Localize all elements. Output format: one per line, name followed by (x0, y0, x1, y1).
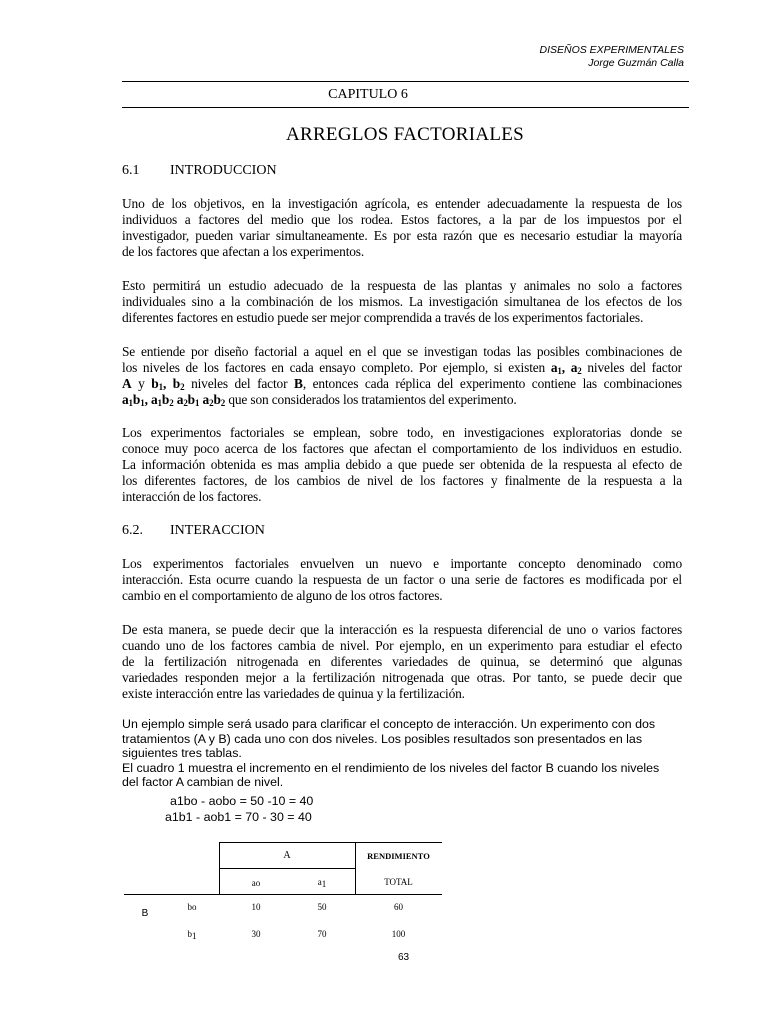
paragraph-line: interacción de los factores. (122, 489, 262, 504)
page-number: 63 (398, 952, 410, 963)
table-row-label: $b_1$ (187, 929, 197, 941)
table-header-rendimiento: RENDIMIENTO (367, 851, 430, 861)
paragraph-line: los diferentes factores, de los cambios de nivel de los factores y finalmente de la respuesta a la (122, 473, 682, 488)
section-number: 6.1 (122, 163, 140, 178)
paragraph-line: Los experimentos factoriales se emplean, sobre todo, en investigaciones exploratorias donde se (122, 425, 682, 440)
paragraph-line: de la fertilización nitrogenada en diferentes variedades de quinua, se determinó que algunas (122, 654, 682, 669)
paragraph-line: Los experimentos factoriales envuelven un nuevo e importante concepto denominado como (122, 556, 682, 571)
table-header-a: A (283, 850, 291, 861)
paragraph-line: existe interacción entre las variedades de quinua y la fertilización. (122, 686, 465, 701)
section-title: INTERACCION (170, 523, 265, 538)
paragraph-line: de los factores que afectan a los experimentos. (122, 244, 365, 259)
table-subheader-a1: $a_1$ (317, 877, 327, 889)
paragraph-line: individuales sino a la combinación de los mismos. La investigación simultanea de los efectos de los (122, 294, 682, 309)
equation-1: a1bo - aobo = 50 -10 = 40 (170, 794, 314, 808)
paragraph-line: individuos a factores del medio que los rodea. Estos factores, a la par de los impuestos por el (122, 212, 682, 227)
table-cell: 60 (394, 902, 403, 912)
page-title: ARREGLOS FACTORIALES (285, 124, 525, 145)
table-cell: 70 (317, 929, 327, 939)
paragraph-line: tratamientos (A y B) cada uno con dos niveles. Los posibles resultados son presentados en las (122, 731, 643, 746)
paragraph-line: De esta manera, se puede decir que la interacción es la respuesta diferencial de uno o varios factores (122, 622, 682, 637)
paragraph-line: variedades responden mejor a la fertilización nitrogenada que otras. Por tanto, se puede decir que (122, 670, 682, 685)
table-cell: 100 (391, 929, 406, 939)
paragraph-line: siguientes tres tablas. (122, 746, 242, 761)
paragraph-line: Se entiende por diseño factorial a aquel en el que se investigan todas las posibles combinaciones de (122, 344, 682, 359)
table-cell: 30 (251, 929, 261, 939)
paragraph-line: cuando uno de los factores cambia de nivel. Por ejemplo, en un experimento para estudiar el efecto (122, 638, 682, 653)
equation-2: a1b1 - aob1 = 70 - 30 = 40 (165, 810, 312, 824)
paragraph-line: interacción. Esta ocurre cuando la respuesta de un factor o una serie de factores es modificada por el (122, 572, 682, 587)
paragraph-line: La información obtenida es mas amplia debido a que puede ser obtenida de la respuesta al efecto de (122, 457, 682, 472)
paragraph-line: El cuadro 1 muestra el incremento en el rendimiento de los niveles del factor B cuando los niveles (122, 760, 660, 775)
paragraph-line: del factor A cambian de nivel. (122, 775, 284, 790)
section-number: 6.2. (122, 523, 143, 538)
section-title: INTRODUCCION (170, 163, 277, 178)
paragraph-line: Uno de los objetivos, en la investigación agrícola, es entender adecuadamente la respuesta de los (122, 196, 682, 211)
table-factor-b: B (141, 908, 149, 919)
table-rule-top (219, 842, 442, 843)
paragraph-line: diferentes factores en estudio puede ser mejor comprendida a través de los experimentos factoriales. (122, 310, 644, 325)
paragraph-line: conoce muy poco acerca de los factores que afectan el comportamiento de los individuos en estudio. (122, 441, 682, 456)
paragraph-line: cambio en el comportamiento de alguno de los otros factores. (122, 588, 443, 603)
table-subheader-a0: ao (251, 878, 261, 888)
table-rule-header (219, 868, 355, 869)
table-row-label: bo (187, 902, 197, 912)
paragraph-line: los niveles de los factores en cada ensayo completo. Por ejemplo, si existen $a_1$, $a_2$ niveles del factor (122, 360, 682, 376)
paragraph-line: investigador, pueden variar simultaneamente. Es por esta razón que es necesario estudiar la mayoría (122, 228, 682, 243)
paragraph-line: A y $b_1$, $b_2$ niveles del factor B, entonces cada réplica del experimento contiene las combinaciones (122, 376, 682, 392)
chapter-label: CAPITULO 6 (328, 87, 408, 102)
table-cell: 10 (251, 902, 261, 912)
paragraph-line: Un ejemplo simple será usado para clarificar el concepto de interacción. Un experimento con dos (122, 717, 656, 731)
paragraph-line: $a_1b_1$, $a_1b_2$ $a_2b_1$ $a_2b_2$ que son considerados los tratamientos del experimento. (122, 392, 517, 408)
paragraph-line: Esto permitirá un estudio adecuado de la respuesta de las plantas y animales no solo a factores (122, 278, 682, 293)
table-subheader-total: TOTAL (384, 877, 413, 887)
header-title: DISEÑOS EXPERIMENTALES (539, 44, 684, 56)
header-author: Jorge Guzmán Calla (588, 57, 684, 69)
table-cell: 50 (317, 902, 327, 912)
table-rule-body (124, 894, 442, 895)
